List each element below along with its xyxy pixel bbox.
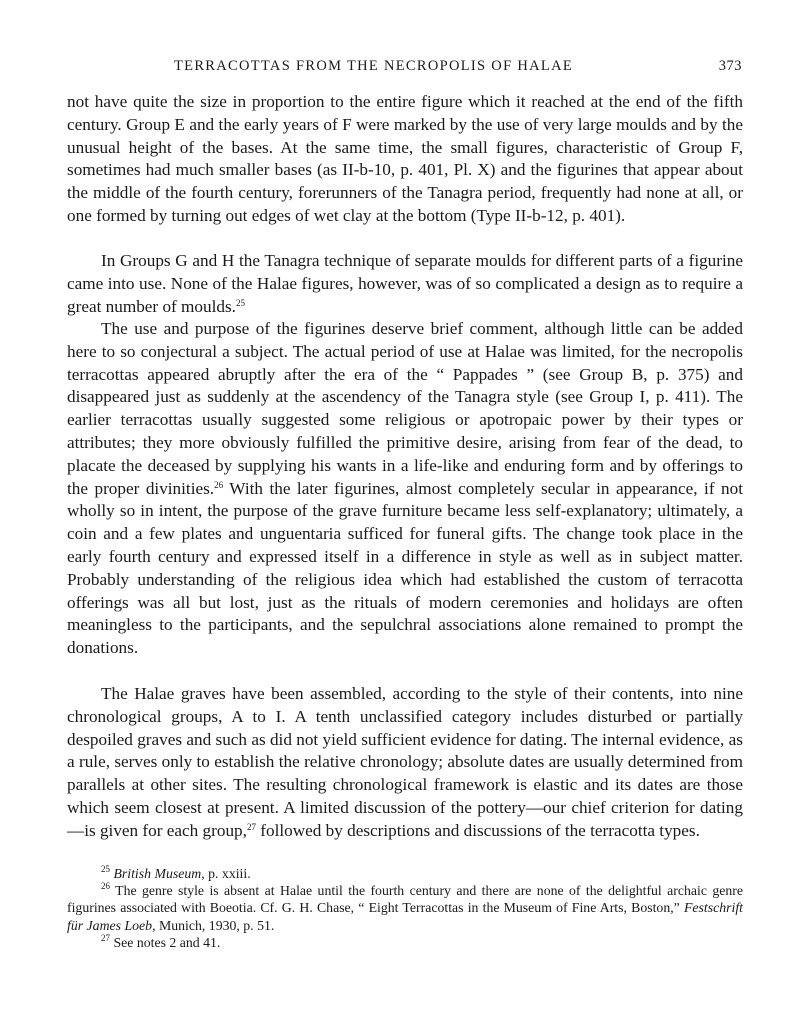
footnote-number: 27 [101,932,110,943]
footnotes [67,865,743,951]
footnote-text: See notes 2 and 41. [113,934,221,950]
footnote-text: , p. xxiii. [201,866,251,881]
running-title: TERRACOTTAS FROM THE NECROPOLIS OF HALAE [174,58,574,74]
paragraph-text: The use and purpose of the figurines deserve brief comment, although little can be added here to so conjectural a subject. The actual period of use at Halae was limited, for the necropolis terracottas appeared abruptly after the era of the “ Pappades ” (see Group B, p. 375) and disappeared just as suddenly at the ascendency of the Tanagra style (see Group I, p. 411). The earlier terracottas usually suggested some religious or apotropaic power by their types or attributes; they more obviously fulfilled the primitive desire, arising from fear of the dead, to placate the deceased by supplying his wants in a life-like and enduring form and by offerings to the proper divinities. [67,319,743,498]
running-header [68,58,742,80]
footnote-27 [67,934,743,951]
footnote-25 [67,865,743,882]
footnote-text: , Munich, 1930, p. 51. [152,917,275,933]
footnote-title: Festschrift für James Loeb [67,900,743,933]
footnote-ref[interactable]: 25 [235,297,245,308]
footnote-number: 26 [101,881,110,892]
paragraph-text: followed by descriptions and discussions of the terracotta types. [255,820,700,840]
paragraph-text: not have quite the size in proportion to the entire figure which it reached at the end of the fifth century. Group E and the early years of F were marked by the use of very large moulds and by the unusual height of the bases. At the same time, the small figures, characteristic of Group F, sometimes had much smaller bases (as II-b-10, p. 401, Pl. X) and the figurines that appear about the middle of the fourth century, forerunners of the Tanagra period, frequently had none at all, or one formed by turning out edges of wet clay at the bottom (Type II-b-12, p. 401). [67,92,743,225]
paragraph-use-purpose [67,318,743,660]
footnote-title: British Museum [113,866,202,881]
paragraph-text: In Groups G and H the Tanagra technique of separate moulds for different parts of a figurine came into use. None of the Halae figures, however, was of so complicated a design as to require a great number of moulds. [67,251,743,316]
footnote-26 [67,882,743,934]
page-number: 373 [718,58,742,74]
paragraph-text: With the later figurines, almost completely secular in appearance, if not wholly so in intent, the purpose of the grave furniture became less self-explanatory; ultimately, a coin and a few plates and unguentaria sufficed for funeral gifts. The change took place in the early fourth century and expressed itself in a difference in style as well as in subject matter. Probably understanding of the religious idea which had established the custom of terracotta offerings was all but lost, just as the rituals of modern ceremonies and holidays are often meaningless to the participants, and the sepulchral associations alone remained to prompt the donations. [67,478,743,658]
footnote-ref[interactable]: 27 [246,821,256,832]
paragraph-text: The Halae graves have been assembled, according to the style of their contents, into nine chronological groups, A to I. A tenth unclassified category includes disturbed or partially despoiled graves and such as did not yield sufficient evidence for dating. The internal evidence, as a rule, serves only to establish the relative chronology; absolute dates are usually determined from parallels at other sites. The resulting chronological framework is elastic and its dates are those which seem closest at present. A limited discussion of the pottery—our chief criterion for dating—is given for each group, [67,684,743,840]
paragraph-chronology [67,683,743,843]
paragraph-continuation [67,91,743,228]
footnote-number: 25 [101,864,110,874]
footnote-text: The genre style is absent at Halae until the fourth century and there are none of the delightful archaic genre figurines associated with Boeotia. Cf. G. H. Chase, “ Eight Terracottas in the Museum of Fine Arts, Boston,” [67,883,743,916]
footnote-ref[interactable]: 26 [214,479,224,490]
paragraph-moulds [67,250,743,318]
